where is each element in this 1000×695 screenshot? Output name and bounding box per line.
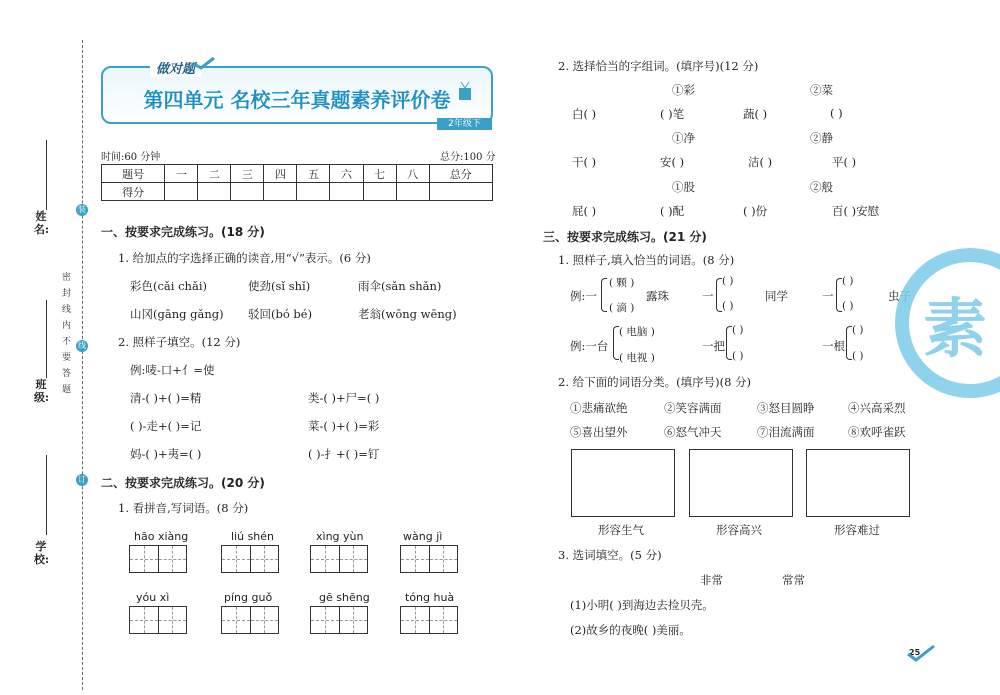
pinyin-label: hāo xiàng	[134, 530, 189, 543]
box-label: 形容难过	[834, 523, 880, 537]
option: ②般	[810, 180, 833, 194]
check-logo-icon	[906, 644, 936, 662]
answer-blank[interactable]: ( )	[722, 275, 734, 287]
score-input[interactable]	[429, 183, 492, 201]
idiom: ⑤喜出望外	[570, 425, 628, 439]
word-blank[interactable]: 百( )安慰	[832, 204, 880, 218]
fill-item[interactable]: ( )-走+( )=记	[130, 419, 202, 433]
word-choice: 常常	[782, 573, 805, 587]
score-cell: 八	[396, 165, 429, 183]
fill-item[interactable]: 妈-( )+夷=( )	[130, 447, 202, 461]
answer-box[interactable]	[689, 449, 793, 517]
box-label: 形容生气	[598, 523, 644, 537]
word-blank[interactable]: 白( )	[572, 107, 597, 121]
page-number: 25	[909, 648, 921, 657]
reading-item[interactable]: 老翁(wōng wēng)	[358, 307, 457, 321]
seal-char: 密	[61, 273, 71, 283]
example-word: ( 颗 )	[609, 277, 635, 289]
pinyin-label: liú shén	[231, 530, 275, 543]
score-cell: 总分	[429, 165, 492, 183]
name-label: 姓名:	[34, 210, 50, 236]
answer-box[interactable]	[806, 449, 910, 517]
answer-blank[interactable]: ( )	[722, 300, 734, 312]
word-blank[interactable]: ( )份	[743, 204, 768, 218]
writing-grid[interactable]	[221, 545, 279, 573]
pinyin-label: wàng jì	[403, 530, 443, 543]
seal-char: 线	[61, 305, 71, 315]
section-2-title: 二、按要求完成练习。(20 分)	[101, 476, 265, 490]
reading-item[interactable]: 雨伞(sǎn shǎn)	[358, 279, 442, 293]
score-cell: 四	[264, 165, 297, 183]
page-title: 第四单元 名校三年真题素养评价卷	[143, 88, 451, 112]
reading-item[interactable]: 山冈(gāng gǎng)	[130, 307, 224, 321]
word-blank[interactable]: ( )	[830, 106, 843, 120]
idiom: ④兴高采烈	[848, 401, 906, 415]
score-header-row	[102, 165, 493, 183]
score-input-row	[102, 183, 493, 201]
box-label: 形容高兴	[716, 523, 762, 537]
score-cell: 三	[231, 165, 264, 183]
measure-prefix: 一	[702, 289, 714, 303]
seal-char: 内	[61, 321, 71, 331]
option: ①股	[672, 180, 695, 194]
bracket	[601, 278, 607, 312]
fill-item[interactable]: 菜-( )+( )=彩	[308, 419, 380, 433]
pinyin-label: yóu xì	[136, 591, 170, 604]
reading-item[interactable]: 驳回(bó bé)	[248, 307, 313, 321]
answer-blank[interactable]: ( )	[842, 300, 854, 312]
check-icon	[192, 56, 216, 70]
example-noun: 露珠	[646, 289, 669, 303]
score-input[interactable]	[396, 183, 429, 201]
answer-box[interactable]	[571, 449, 675, 517]
score-table	[101, 164, 493, 201]
writing-grid[interactable]	[310, 545, 368, 573]
fill-sentence[interactable]: (2)故乡的夜晚( )美丽。	[570, 623, 691, 637]
question-4: 2. 选择恰当的字组词。(填序号)(12 分)	[558, 59, 759, 73]
grade-tag: 2年级下	[437, 118, 492, 130]
school-label: 学校:	[34, 540, 50, 566]
noun: 虫子	[888, 289, 911, 303]
question-3: 1. 看拼音,写词语。(8 分)	[118, 501, 249, 515]
question-6: 2. 给下面的词语分类。(填序号)(8 分)	[558, 375, 752, 389]
seal-text	[61, 270, 72, 398]
score-cell: 一	[165, 165, 198, 183]
writing-grid[interactable]	[129, 545, 187, 573]
answer-blank[interactable]: ( )	[852, 350, 864, 362]
idiom: ⑧欢呼雀跃	[848, 425, 906, 439]
score-input[interactable]	[198, 183, 231, 201]
option: ②菜	[810, 83, 833, 97]
writing-grid[interactable]	[221, 606, 279, 634]
watermark-stamp	[895, 248, 1000, 398]
name-field[interactable]	[46, 140, 47, 210]
idiom: ①悲痛欲绝	[570, 401, 628, 415]
watermark-char: 素	[923, 293, 987, 367]
writing-grid[interactable]	[310, 606, 368, 634]
answer-blank[interactable]: ( )	[852, 324, 864, 336]
idiom: ③怒目圆睁	[757, 401, 815, 415]
idiom: ⑦泪流满面	[757, 425, 815, 439]
word-blank[interactable]: 平( )	[832, 155, 857, 169]
score-input[interactable]	[231, 183, 264, 201]
measure-prefix: 一根	[822, 339, 845, 353]
school-field[interactable]	[46, 455, 47, 535]
word-blank[interactable]: ( )配	[660, 204, 685, 218]
section-3-title: 三、按要求完成练习。(21 分)	[543, 230, 707, 244]
score-cell: 题号	[102, 165, 165, 183]
exam-time: 时间:60 分钟	[101, 152, 161, 163]
word-blank[interactable]: 蔬( )	[743, 107, 768, 121]
reading-item[interactable]: 使劲(sǐ shǐ)	[248, 279, 311, 293]
word-blank[interactable]: 安( )	[660, 155, 685, 169]
score-input[interactable]	[363, 183, 396, 201]
example-word: ( 电脑 )	[619, 326, 655, 338]
pinyin-label: gē shēng	[319, 591, 370, 604]
pinyin-label: píng guǒ	[224, 591, 273, 604]
bookmark-icon	[457, 80, 473, 102]
badge: 做对题	[150, 58, 201, 77]
pinyin-label: tóng huà	[405, 591, 455, 604]
seal-top-circle: 装	[78, 205, 86, 214]
question-1: 1. 给加点的字选择正确的读音,用“√”表示。(6 分)	[118, 251, 371, 265]
word-blank[interactable]: 洁( )	[748, 155, 773, 169]
idiom: ②笑容满面	[664, 401, 722, 415]
score-input[interactable]	[297, 183, 330, 201]
seal-char: 题	[61, 385, 71, 395]
fill-sentence[interactable]: (1)小明( )到海边去捡贝壳。	[570, 598, 714, 612]
example-word: ( 滴 )	[609, 302, 635, 314]
score-input[interactable]	[165, 183, 198, 201]
seal-char: 要	[61, 353, 71, 363]
score-cell: 五	[297, 165, 330, 183]
score-input[interactable]	[330, 183, 363, 201]
measure-prefix: 一	[822, 289, 834, 303]
seal-mid-circle: 线	[78, 341, 86, 350]
score-row-label: 得分	[102, 183, 165, 201]
fill-item[interactable]: 清-( )+( )=精	[130, 391, 202, 405]
reading-item[interactable]: 彩色(cǎi chǎi)	[130, 279, 207, 293]
example-text: 例:唛-口+亻=使	[130, 363, 215, 377]
score-cell: 二	[198, 165, 231, 183]
answer-blank[interactable]: ( )	[732, 350, 744, 362]
word-blank[interactable]: 干( )	[572, 155, 597, 169]
seal-bottom-circle: 订	[78, 475, 86, 484]
score-input[interactable]	[264, 183, 297, 201]
class-field[interactable]	[46, 300, 47, 378]
score-cell: 六	[330, 165, 363, 183]
question-2: 2. 照样子填空。(12 分)	[118, 335, 241, 349]
question-7: 3. 选词填空。(5 分)	[558, 548, 662, 562]
example-label: 例:一	[570, 289, 597, 303]
word-choice: 非常	[700, 573, 723, 587]
word-blank[interactable]: ( )笔	[660, 107, 685, 121]
fill-item[interactable]: ( )-扌+( )=钉	[308, 447, 380, 461]
score-cell: 七	[363, 165, 396, 183]
example-label: 例:一台	[570, 339, 609, 353]
writing-grid[interactable]	[400, 545, 458, 573]
section-1-title: 一、按要求完成练习。(18 分)	[101, 225, 265, 239]
writing-grid[interactable]	[129, 606, 187, 634]
seal-char: 不	[61, 337, 71, 347]
measure-prefix: 一把	[702, 339, 725, 353]
idiom: ⑥怒气冲天	[664, 425, 722, 439]
writing-grid[interactable]	[400, 606, 458, 634]
option: ①净	[672, 131, 695, 145]
binding-line	[82, 40, 83, 690]
pinyin-label: xìng yùn	[316, 530, 364, 543]
answer-blank[interactable]: ( )	[842, 275, 854, 287]
seal-char: 封	[61, 289, 71, 299]
class-label: 班级:	[34, 378, 50, 404]
option: ②静	[810, 131, 833, 145]
noun: 同学	[765, 289, 788, 303]
option: ①彩	[672, 83, 695, 97]
total-score: 总分:100 分	[440, 152, 496, 163]
example-word: ( 电视 )	[619, 352, 655, 364]
fill-item[interactable]: 类-( )+尸=( )	[308, 391, 380, 405]
question-5: 1. 照样子,填入恰当的词语。(8 分)	[558, 253, 735, 267]
seal-char: 答	[61, 369, 71, 379]
word-blank[interactable]: 屁( )	[572, 204, 597, 218]
answer-blank[interactable]: ( )	[732, 324, 744, 336]
